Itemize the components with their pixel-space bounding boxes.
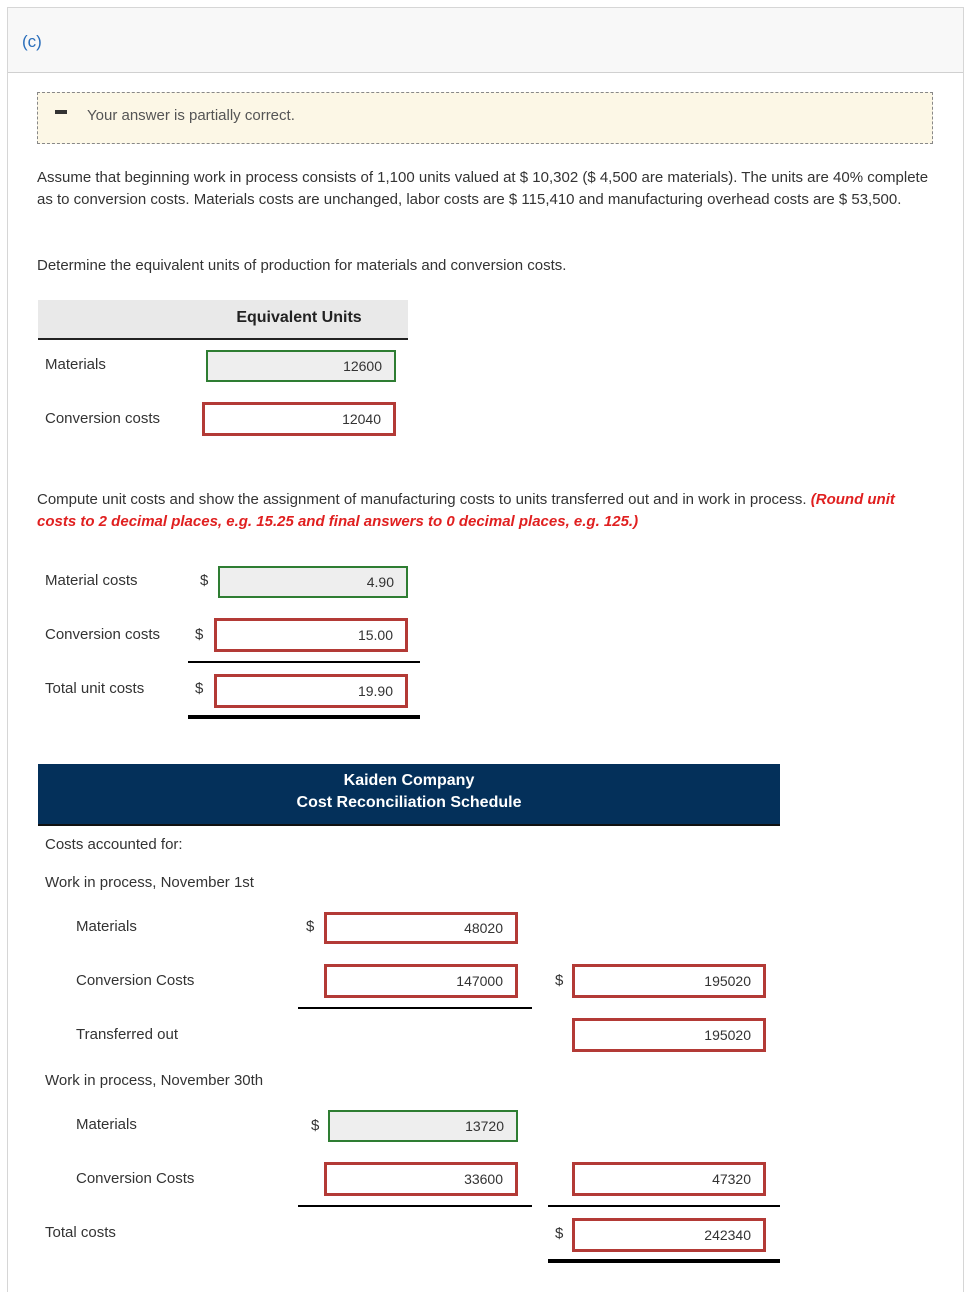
wip-nov1-materials-label: Materials [76,918,137,935]
wip-nov30-materials-currency: $ [311,1117,320,1134]
part-label: (c) [22,32,42,51]
eu-materials-input[interactable]: 12600 [206,350,396,382]
wip-nov1-total-input[interactable]: 195020 [572,964,766,998]
conversion-costs-label: Conversion costs [45,626,161,643]
transferred-out-input[interactable]: 195020 [572,1018,766,1052]
wip-nov1-conversion-label: Conversion Costs [76,972,195,989]
question-equivalent-units: Determine the equivalent units of production for materials and conversion costs. [37,257,567,274]
wip-nov30-label: Work in process, November 30th [45,1072,264,1089]
total-costs-rule [548,1259,780,1263]
eu-materials-label: Materials [45,356,106,373]
transferred-out-label: Transferred out [76,1026,178,1043]
wip-nov30-materials-label: Materials [76,1116,137,1133]
wip-nov30-total-rule [548,1205,780,1207]
feedback-text: Your answer is partially correct. [87,107,295,124]
part-header [8,8,963,73]
wip-nov30-materials-input[interactable]: 13720 [328,1110,518,1142]
costs-accounted-for-label: Costs accounted for: [45,836,183,853]
schedule-company: Kaiden Company [343,772,475,789]
wip-nov1-materials-currency: $ [306,918,315,935]
conversion-costs-currency: $ [195,626,204,643]
total-unit-costs-currency: $ [195,680,204,697]
total-unit-costs-label: Total unit costs [45,680,145,697]
material-costs-input[interactable]: 4.90 [218,566,408,598]
schedule-title: Cost Reconciliation Schedule [296,794,522,811]
wip-nov1-materials-input[interactable]: 48020 [324,912,518,944]
question-unit-costs [37,489,933,533]
wip-nov30-subtotal-rule [298,1205,532,1207]
wip-nov1-conversion-input[interactable]: 147000 [324,964,518,998]
problem-assumption: Assume that beginning work in process consists of 1,100 units valued at $ 10,302 ($ 4,500 are materials). The units are 40% complete as to conversion costs. Materials costs are unchanged, labor costs are $ 115,410 and manufacturing overhead costs are $ 53,500. [37,169,929,208]
question-unit-costs-text: Compute unit costs and show the assignment of manufacturing costs to units transferred out and in work in process. [37,491,807,508]
wip-nov1-subtotal-rule [298,1007,532,1009]
unit-costs-total-rule [188,715,420,719]
total-costs-label: Total costs [45,1224,116,1241]
partial-correct-icon [55,110,67,114]
wip-nov1-total-currency: $ [555,972,564,989]
rounding-note: (Round unit costs to 2 decimal places, e.g. 15.25 and final answers to 0 decimal places, e.g. 125.) [37,491,895,530]
wip-nov1-label: Work in process, November 1st [45,874,254,891]
material-costs-label: Material costs [45,572,138,589]
total-unit-costs-input[interactable]: 19.90 [214,674,408,708]
eu-conversion-label: Conversion costs [45,410,161,427]
eu-conversion-input[interactable]: 12040 [202,402,396,436]
wip-nov30-conversion-label: Conversion Costs [76,1170,195,1187]
unit-costs-subtotal-rule [188,661,420,663]
material-costs-currency: $ [200,572,209,589]
total-costs-input[interactable]: 242340 [572,1218,766,1252]
wip-nov30-total-input[interactable]: 47320 [572,1162,766,1196]
equivalent-units-header-label: Equivalent Units [236,309,362,326]
conversion-costs-input[interactable]: 15.00 [214,618,408,652]
total-costs-currency: $ [555,1225,564,1242]
wip-nov30-conversion-input[interactable]: 33600 [324,1162,518,1196]
